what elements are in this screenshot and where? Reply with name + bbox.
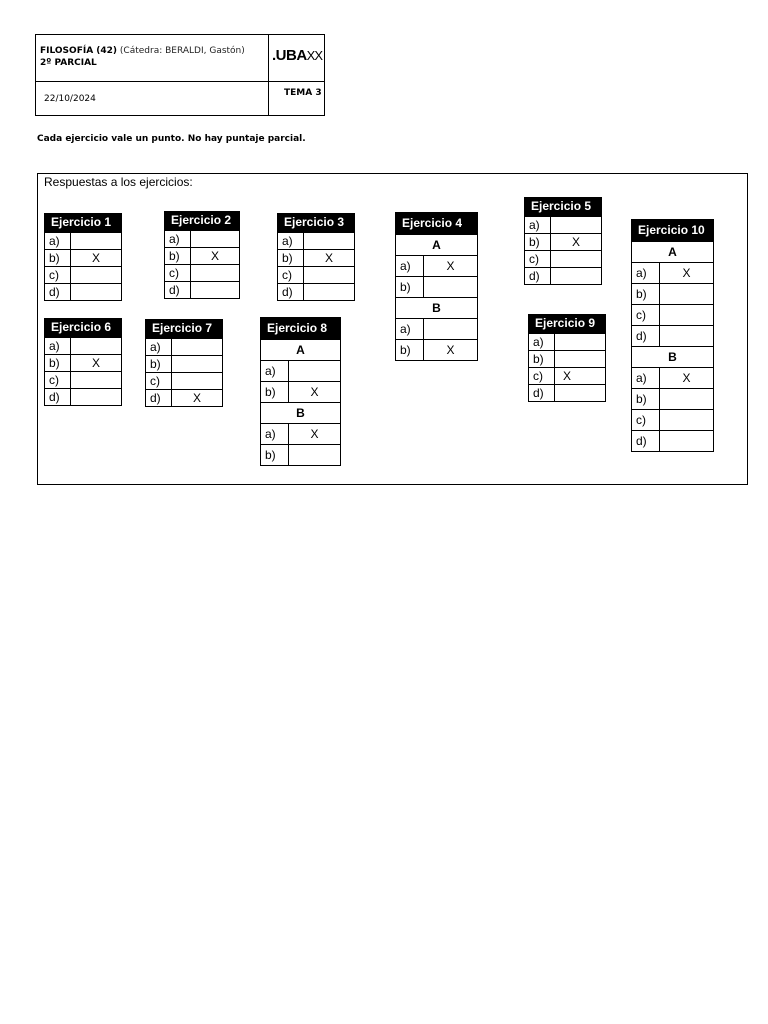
option-label: d) [525, 268, 551, 285]
exam-name: 2º PARCIAL [40, 58, 97, 68]
exercise-5-table [524, 197, 602, 285]
option-label: a) [632, 368, 660, 389]
header-divider-horizontal [36, 81, 324, 82]
option-label: c) [45, 372, 71, 389]
answer-cell [191, 231, 240, 248]
option-label: b) [261, 382, 289, 403]
answer-cell: X [660, 368, 714, 389]
exercise-2-table [164, 211, 240, 299]
option-label: c) [632, 305, 660, 326]
answer-cell [660, 305, 714, 326]
answer-cell [71, 284, 122, 301]
part-b-label: B [396, 298, 478, 319]
course-chair: (Cátedra: BERALDI, Gastón) [119, 46, 245, 56]
exercise-5-title: Ejercicio 5 [524, 197, 602, 216]
answer-cell: X [71, 250, 122, 267]
part-b-label: B [261, 403, 341, 424]
exercise-3-title: Ejercicio 3 [277, 213, 355, 232]
option-label: a) [261, 361, 289, 382]
answer-cell [424, 277, 478, 298]
exercise-10-title: Ejercicio 10 [631, 219, 714, 241]
answer-cell: X [191, 248, 240, 265]
exercise-8-table [260, 317, 341, 466]
option-label: a) [525, 217, 551, 234]
option-label: b) [45, 250, 71, 267]
option-label: b) [396, 340, 424, 361]
answer-cell [172, 373, 223, 390]
option-label: a) [632, 263, 660, 284]
exercise-1-title: Ejercicio 1 [44, 213, 122, 232]
answer-cell [172, 356, 223, 373]
option-label: d) [146, 390, 172, 407]
answer-cell [304, 233, 355, 250]
answer-cell [191, 282, 240, 299]
instructions-text: Cada ejercicio vale un punto. No hay puntaje parcial. [37, 134, 306, 144]
exercise-7-table [145, 319, 223, 407]
tema-label: TEMA 3 [284, 88, 322, 98]
option-label: b) [632, 389, 660, 410]
option-label: c) [45, 267, 71, 284]
answer-cell [551, 217, 602, 234]
answer-cell: X [172, 390, 223, 407]
answer-cell [191, 265, 240, 282]
option-label: a) [45, 338, 71, 355]
exercise-8-title: Ejercicio 8 [260, 317, 341, 339]
answer-cell [424, 319, 478, 340]
option-label: a) [146, 339, 172, 356]
option-label: d) [632, 431, 660, 452]
answer-cell: X [71, 355, 122, 372]
exercise-9-table [528, 314, 606, 402]
option-label: d) [45, 284, 71, 301]
option-label: a) [529, 334, 555, 351]
answer-cell: X [289, 382, 341, 403]
uba-logo [272, 47, 322, 64]
option-label: d) [632, 326, 660, 347]
option-label: c) [146, 373, 172, 390]
answer-cell [172, 339, 223, 356]
answer-cell [304, 267, 355, 284]
answer-cell [660, 389, 714, 410]
option-label: a) [165, 231, 191, 248]
option-label: b) [525, 234, 551, 251]
answer-cell [551, 251, 602, 268]
exercise-6-title: Ejercicio 6 [44, 318, 122, 337]
answer-cell: X [304, 250, 355, 267]
exercise-1-table [44, 213, 122, 301]
answer-cell [660, 431, 714, 452]
option-label: b) [396, 277, 424, 298]
answer-cell [555, 385, 606, 402]
answer-cell: X [555, 368, 606, 385]
exercise-6-table [44, 318, 122, 406]
option-label: c) [529, 368, 555, 385]
answer-cell [289, 361, 341, 382]
option-label: b) [632, 284, 660, 305]
exercise-4-title: Ejercicio 4 [395, 212, 478, 234]
option-label: b) [261, 445, 289, 466]
exercise-2-title: Ejercicio 2 [164, 211, 240, 230]
answer-cell [660, 326, 714, 347]
part-a-label: A [261, 340, 341, 361]
answer-cell [660, 284, 714, 305]
option-label: a) [45, 233, 71, 250]
option-label: a) [278, 233, 304, 250]
exercise-9-title: Ejercicio 9 [528, 314, 606, 333]
exercise-3-table [277, 213, 355, 301]
answer-cell [71, 338, 122, 355]
answer-cell: X [424, 340, 478, 361]
option-label: d) [529, 385, 555, 402]
part-a-label: A [632, 242, 714, 263]
answer-cell [551, 268, 602, 285]
option-label: b) [529, 351, 555, 368]
option-label: a) [396, 319, 424, 340]
exercise-10-table [631, 219, 714, 452]
option-label: b) [278, 250, 304, 267]
answer-cell: X [424, 256, 478, 277]
answer-cell: X [289, 424, 341, 445]
option-label: d) [45, 389, 71, 406]
option-label: c) [278, 267, 304, 284]
answer-cell [71, 372, 122, 389]
option-label: a) [261, 424, 289, 445]
course-info [40, 45, 245, 69]
option-label: c) [525, 251, 551, 268]
uba-logo-xx: XX [306, 48, 323, 63]
option-label: b) [165, 248, 191, 265]
answer-cell: X [660, 263, 714, 284]
answers-title: Respuestas a los ejercicios: [44, 175, 193, 189]
option-label: c) [165, 265, 191, 282]
uba-logo-text: .UBA [272, 47, 307, 64]
exercise-7-title: Ejercicio 7 [145, 319, 223, 338]
answer-cell [660, 410, 714, 431]
answer-cell [289, 445, 341, 466]
answer-cell [555, 334, 606, 351]
answer-cell [555, 351, 606, 368]
option-label: b) [146, 356, 172, 373]
option-label: d) [278, 284, 304, 301]
answer-cell: X [551, 234, 602, 251]
exam-date: 22/10/2024 [44, 94, 96, 104]
option-label: a) [396, 256, 424, 277]
header-divider-vertical [268, 35, 269, 115]
answer-cell [71, 389, 122, 406]
option-label: c) [632, 410, 660, 431]
exam-header-box [35, 34, 325, 116]
part-a-label: A [396, 235, 478, 256]
course-name: FILOSOFÍA (42) [40, 46, 118, 56]
exercise-4-table [395, 212, 478, 361]
part-b-label: B [632, 347, 714, 368]
answer-cell [304, 284, 355, 301]
option-label: b) [45, 355, 71, 372]
option-label: d) [165, 282, 191, 299]
answer-cell [71, 233, 122, 250]
answer-cell [71, 267, 122, 284]
